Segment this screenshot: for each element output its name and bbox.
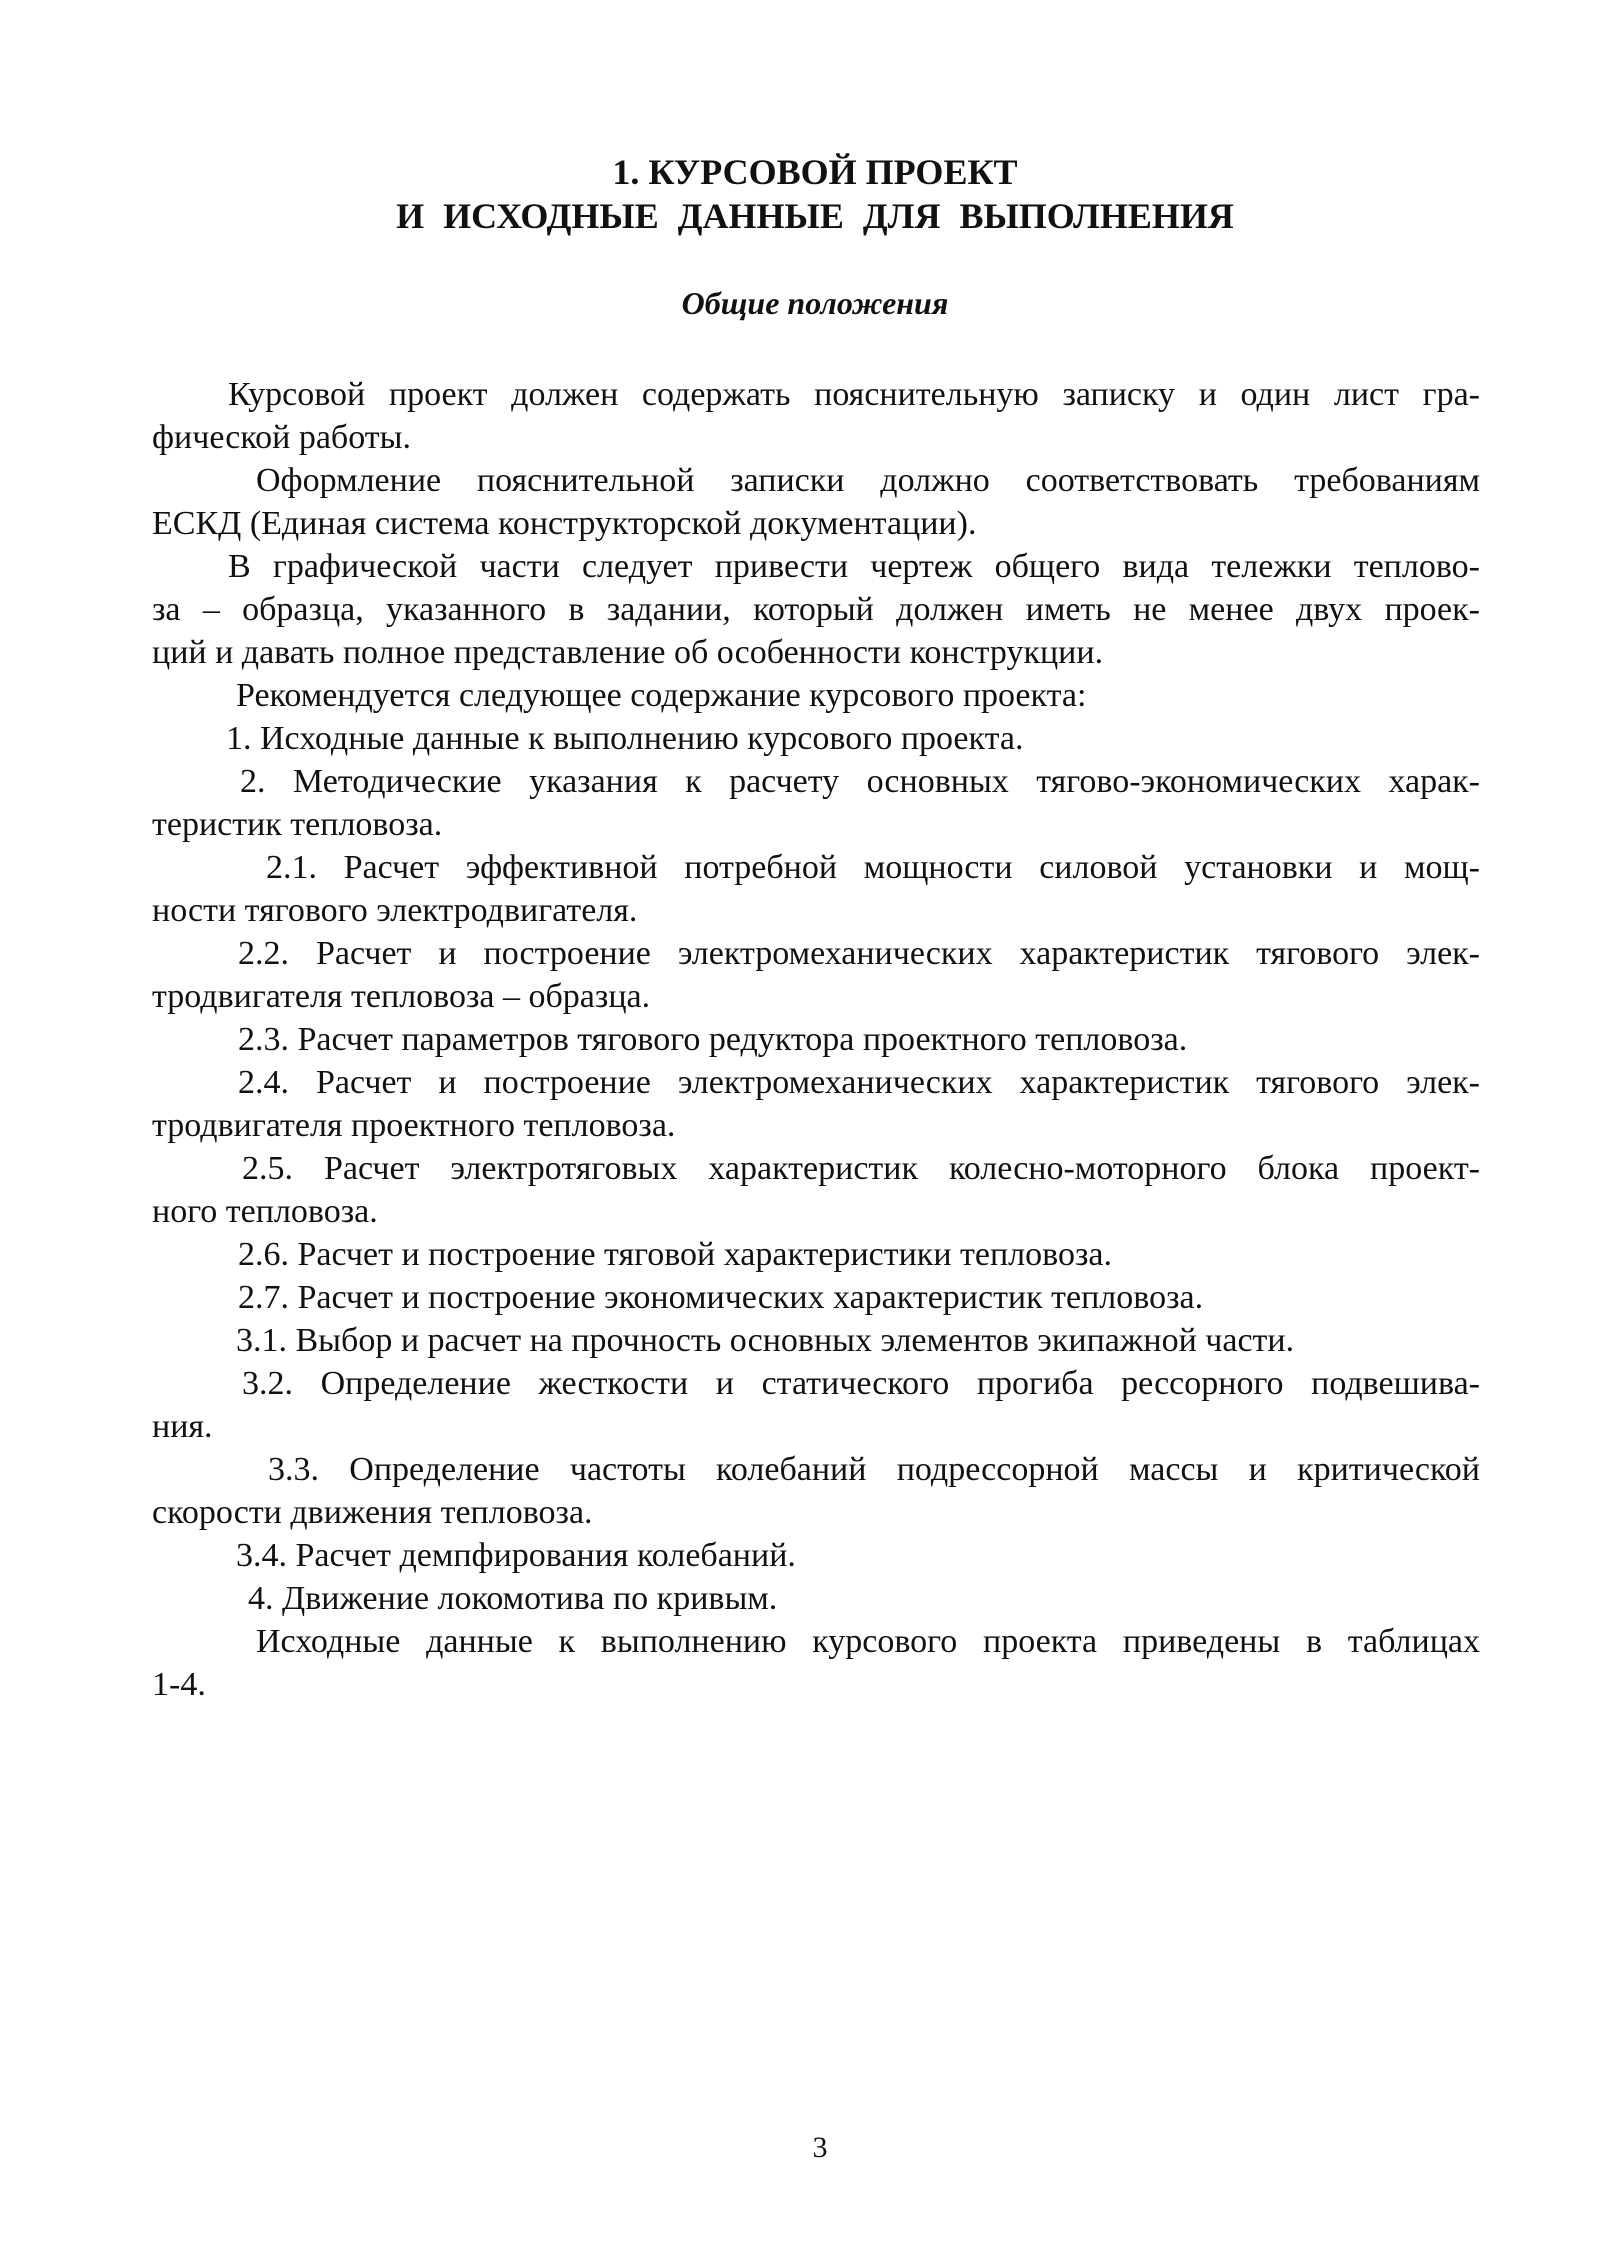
contents-item-2-1-line-1: 2.1. Расчет эффективной потребной мощности силовой установки и мощ- [266, 849, 1480, 886]
contents-item-2-3: 2.3. Расчет параметров тягового редуктора проектного тепловоза. [238, 1021, 1188, 1058]
paragraph-1-line-2: фической работы. [152, 419, 411, 456]
contents-item-3-1: 3.1. Выбор и расчет на прочность основных элементов экипажной части. [236, 1322, 1295, 1359]
contents-item-3-3-line-1: 3.3. Определение частоты колебаний подрессорной массы и критической [268, 1451, 1480, 1488]
contents-intro: Рекомендуется следующее содержание курсового проекта: [236, 677, 1087, 714]
section-title: Общие положения [681, 285, 949, 321]
contents-item-3-4: 3.4. Расчет демпфирования колебаний. [236, 1537, 796, 1574]
paragraph-1-line-1: Курсовой проект должен содержать пояснительную записку и один лист гра- [228, 376, 1480, 413]
contents-item-4: 4. Движение локомотива по кривым. [248, 1580, 778, 1617]
paragraph-3-line-2: за – образца, указанного в задании, который должен иметь не менее двух проек- [152, 591, 1480, 628]
heading-line-2: И ИСХОДНЫЕ ДАННЫЕ ДЛЯ ВЫПОЛНЕНИЯ [396, 196, 1234, 236]
closing-line-2: 1-4. [152, 1666, 206, 1703]
contents-item-2-6: 2.6. Расчет и построение тяговой характеристики тепловоза. [238, 1236, 1112, 1273]
paragraph-3-line-3: ций и давать полное представление об особенности конструкции. [152, 634, 1104, 671]
contents-item-3-2-line-2: ния. [152, 1408, 213, 1445]
page-number: 3 [812, 2131, 828, 2164]
heading-line-1: 1. КУРСОВОЙ ПРОЕКТ [612, 152, 1018, 192]
closing-line-1: Исходные данные к выполнению курсового проекта приведены в таблицах [256, 1623, 1480, 1660]
contents-item-2-2-line-2: тродвигателя тепловоза – образца. [152, 978, 651, 1015]
contents-item-2-1-line-2: ности тягового электродвигателя. [152, 892, 638, 929]
paragraph-3-line-1: В графической части следует привести чертеж общего вида тележки теплово- [228, 548, 1480, 585]
contents-item-2-line-1: 2. Методические указания к расчету основных тягово-экономических харак- [240, 763, 1480, 800]
contents-item-3-2-line-1: 3.2. Определение жесткости и статического прогиба рессорного подвешива- [242, 1365, 1480, 1402]
contents-item-1: 1. Исходные данные к выполнению курсового проекта. [226, 720, 1024, 757]
contents-item-3-3-line-2: скорости движения тепловоза. [152, 1494, 593, 1531]
contents-item-2-5-line-1: 2.5. Расчет электротяговых характеристик колесно-моторного блока проект- [242, 1150, 1480, 1187]
contents-item-2-5-line-2: ного тепловоза. [152, 1193, 378, 1230]
contents-item-2-line-2: теристик тепловоза. [152, 806, 443, 843]
contents-item-2-4-line-1: 2.4. Расчет и построение электромеханических характеристик тягового элек- [238, 1064, 1480, 1101]
paragraph-2-line-2: ЕСКД (Единая система конструкторской документации). [152, 505, 977, 542]
contents-item-2-4-line-2: тродвигателя проектного тепловоза. [152, 1107, 676, 1144]
paragraph-2-line-1: Оформление пояснительной записки должно соответствовать требованиям [256, 462, 1480, 499]
contents-item-2-2-line-1: 2.2. Расчет и построение электромеханических характеристик тягового элек- [238, 935, 1480, 972]
contents-item-2-7: 2.7. Расчет и построение экономических характеристик тепловоза. [238, 1279, 1204, 1316]
